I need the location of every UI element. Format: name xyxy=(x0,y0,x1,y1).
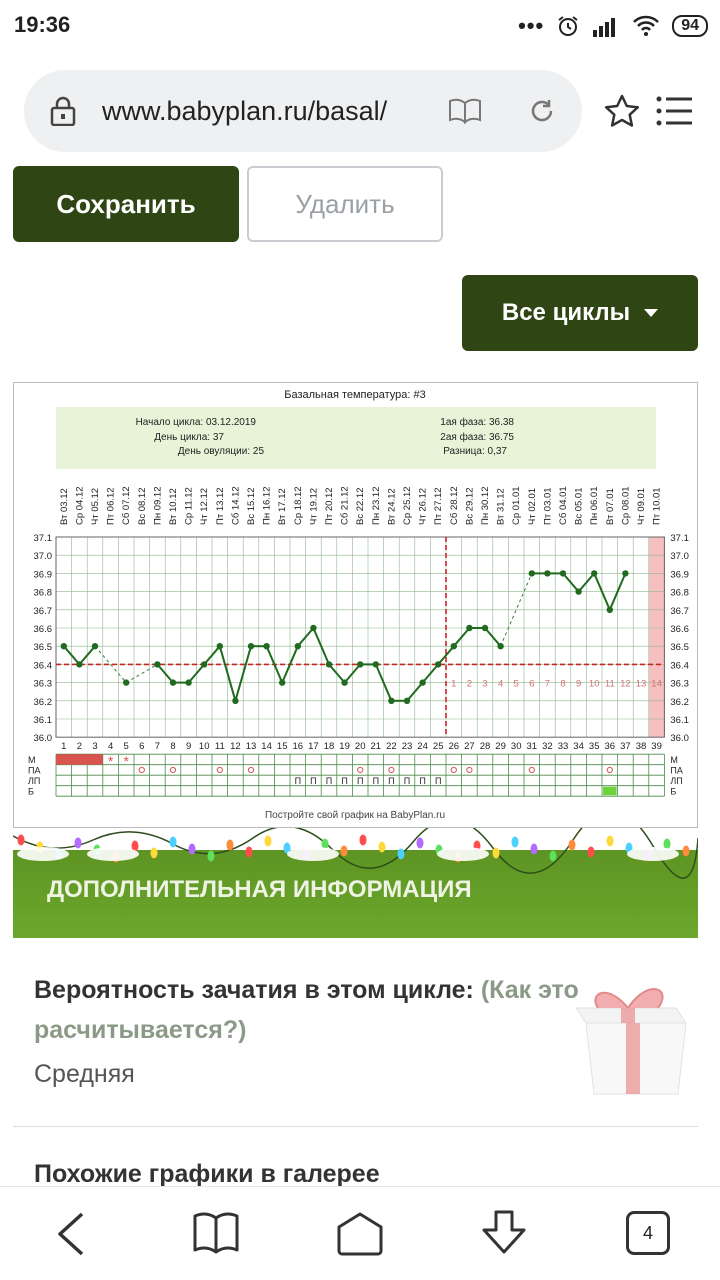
day-number: 24 xyxy=(417,741,428,753)
light-bulb xyxy=(493,848,500,859)
date-label: Пт 13.12 xyxy=(214,487,226,525)
date-label: Вс 15.12 xyxy=(246,487,257,525)
menses-cell xyxy=(72,754,88,765)
temp-point xyxy=(482,625,488,631)
all-cycles-dropdown[interactable] xyxy=(462,275,698,351)
row-label-right: М xyxy=(670,755,678,766)
phase2-text: 2ая фаза: 36.75 xyxy=(440,432,514,443)
similar-charts-heading[interactable]: Похожие графики в галерее xyxy=(34,1160,380,1186)
date-label: Ср 04.12 xyxy=(74,486,86,525)
day-number: 17 xyxy=(308,741,319,753)
day-number: 38 xyxy=(635,741,647,753)
date-label: Вт 07.01 xyxy=(604,488,616,525)
lp-mark: П xyxy=(372,776,380,787)
temp-point xyxy=(76,661,82,667)
snow-cap xyxy=(287,847,339,861)
back-icon[interactable] xyxy=(54,1211,88,1257)
probability-value: Средняя xyxy=(34,1060,135,1088)
date-label: Вс 08.12 xyxy=(136,487,148,525)
light-bulb xyxy=(18,835,25,846)
cycle-day-text: День цикла: 37 xyxy=(154,432,224,443)
temp-point xyxy=(357,661,363,667)
day-number: 33 xyxy=(557,741,569,753)
temp-point xyxy=(123,679,129,685)
day-number: 1 xyxy=(61,741,67,753)
y-tick-left: 36.2 xyxy=(33,696,52,708)
day-number: 26 xyxy=(448,741,460,753)
address-bar[interactable] xyxy=(24,70,582,152)
luteal-day-label: 7 xyxy=(544,678,551,690)
luteal-day-label: 3 xyxy=(482,678,488,690)
day-number: 21 xyxy=(370,741,382,753)
temp-point xyxy=(560,570,566,576)
day-number: 2 xyxy=(76,741,83,753)
banner-title: ДОПОЛНИТЕЛЬНАЯ ИНФОРМАЦИЯ xyxy=(47,876,472,903)
conception-probability xyxy=(34,970,624,1050)
lp-mark: П xyxy=(294,776,302,787)
luteal-day-label: 12 xyxy=(620,678,631,690)
date-label: Пт 27.12 xyxy=(433,487,445,525)
day-number: 12 xyxy=(230,741,241,753)
ovulation-day-text: День овуляции: 25 xyxy=(177,446,264,457)
light-bulb xyxy=(265,836,272,847)
day-number: 4 xyxy=(107,741,114,753)
tabs-button[interactable] xyxy=(626,1211,670,1255)
day-number: 34 xyxy=(573,741,584,753)
day-number: 9 xyxy=(185,741,192,753)
lp-mark: П xyxy=(434,776,442,787)
day-number: 8 xyxy=(170,741,176,753)
luteal-day-label: 2 xyxy=(466,678,473,690)
light-bulb xyxy=(588,847,595,858)
tab-count: 4 xyxy=(642,1222,653,1243)
y-tick-right: 36.5 xyxy=(670,642,689,654)
temp-point xyxy=(435,661,441,667)
save-button[interactable]: Сохранить xyxy=(13,166,239,242)
row-label: ПА xyxy=(28,765,41,776)
temp-point xyxy=(154,661,160,667)
temp-point xyxy=(544,570,550,576)
day-number: 28 xyxy=(479,741,491,753)
light-bulb xyxy=(379,842,386,853)
y-tick-right: 36.8 xyxy=(670,587,689,599)
date-label: Пн 30.12 xyxy=(480,486,491,525)
bookmark-star-icon[interactable] xyxy=(604,94,640,128)
luteal-day-label: 6 xyxy=(529,678,535,690)
pa-mark xyxy=(217,767,222,772)
pa-mark xyxy=(139,767,144,772)
temp-point xyxy=(61,643,67,649)
date-label: Ср 08.01 xyxy=(620,486,632,525)
date-label: Вс 05.01 xyxy=(573,487,585,525)
difference-text: Разница: 0,37 xyxy=(443,446,507,457)
luteal-day-label: 1 xyxy=(451,678,457,690)
light-bulb xyxy=(550,851,557,862)
date-label: Вт 17.12 xyxy=(277,488,289,525)
all-cycles-label: Все циклы xyxy=(501,299,631,326)
day-number: 10 xyxy=(198,741,210,753)
snow-cap xyxy=(627,847,679,861)
light-bulb xyxy=(151,848,158,859)
status-bar xyxy=(0,0,720,56)
luteal-day-label: 14 xyxy=(651,678,662,690)
day-number: 7 xyxy=(154,741,161,753)
caret-down-icon xyxy=(644,309,658,317)
day-number: 6 xyxy=(139,741,145,753)
reader-mode-icon[interactable] xyxy=(448,98,482,124)
bbt-chart-svg xyxy=(14,383,697,827)
light-bulb xyxy=(75,838,82,849)
temp-point xyxy=(295,643,301,649)
date-label: Пн 09.12 xyxy=(152,486,164,525)
chart-title: Базальная температура: #3 xyxy=(284,389,426,401)
day-number: 27 xyxy=(464,741,475,753)
light-bulb xyxy=(360,835,367,846)
day-number: 29 xyxy=(495,741,506,753)
row-label-right: ПА xyxy=(670,765,683,776)
date-label: Ср 18.12 xyxy=(292,486,304,525)
date-label: Ср 01.01 xyxy=(511,486,523,525)
date-label: Сб 28.12 xyxy=(448,486,460,525)
date-label: Ср 11.12 xyxy=(183,487,195,525)
y-tick-right: 37.1 xyxy=(670,533,689,544)
date-label: Чт 26.12 xyxy=(417,487,429,525)
date-label: Вс 22.12 xyxy=(355,487,367,525)
date-label: Вт 03.12 xyxy=(58,488,70,525)
spotting-star: * xyxy=(107,753,114,770)
bookmarks-book-icon[interactable] xyxy=(192,1211,240,1255)
light-bulb xyxy=(189,844,196,855)
luteal-day-label: 4 xyxy=(497,678,504,690)
light-bulb xyxy=(417,838,424,849)
day-number: 11 xyxy=(214,741,225,753)
light-bulb xyxy=(398,849,405,860)
day-number: 18 xyxy=(323,741,335,753)
day-number: 25 xyxy=(432,741,444,753)
day-number: 20 xyxy=(354,741,366,753)
temp-point xyxy=(326,661,332,667)
light-bulb xyxy=(683,846,690,857)
lp-mark: П xyxy=(419,776,426,787)
temp-point xyxy=(217,643,223,649)
y-tick-left: 36.6 xyxy=(33,624,52,635)
y-tick-right: 36.0 xyxy=(670,733,689,745)
temp-point xyxy=(185,679,191,685)
luteal-day-label: 11 xyxy=(604,678,615,690)
menses-cell xyxy=(87,754,103,765)
signal-icon xyxy=(592,15,620,37)
luteal-day-label: 10 xyxy=(588,678,600,690)
plot-frame xyxy=(56,537,664,737)
status-time: 19:36 xyxy=(14,12,71,37)
date-label: Чт 05.12 xyxy=(90,487,101,525)
lp-mark: П xyxy=(310,776,317,787)
probability-label: Вероятность зачатия в этом цикле: xyxy=(34,976,474,1004)
y-tick-left: 37.0 xyxy=(33,551,52,563)
more-dots-icon: ••• xyxy=(518,13,545,38)
y-tick-left: 36.8 xyxy=(33,587,52,599)
light-bulb xyxy=(531,844,538,855)
temp-point xyxy=(529,570,535,576)
pa-mark xyxy=(358,767,363,772)
date-label: Чт 19.12 xyxy=(308,487,320,525)
row-label-right: Б xyxy=(670,786,677,797)
menses-cell xyxy=(56,754,72,765)
date-label: Пн 16.12 xyxy=(261,486,273,525)
additional-info-banner xyxy=(13,828,698,938)
light-bulb xyxy=(512,837,519,848)
date-label: Сб 21.12 xyxy=(339,486,351,525)
bottom-navbar xyxy=(0,1186,720,1280)
wifi-icon xyxy=(632,15,660,37)
y-tick-left: 36.9 xyxy=(33,569,52,581)
luteal-day-label: 5 xyxy=(513,678,519,690)
date-label: Пт 06.12 xyxy=(105,487,117,525)
row-label: М xyxy=(28,755,36,766)
day-number: 37 xyxy=(620,741,631,753)
date-label: Сб 07.12 xyxy=(121,486,133,525)
date-label: Пн 23.12 xyxy=(370,486,382,525)
temp-point xyxy=(607,607,613,613)
date-label: Ср 25.12 xyxy=(402,486,413,525)
temp-point xyxy=(248,643,254,649)
divider xyxy=(13,1126,698,1127)
date-label: Пт 20.12 xyxy=(324,487,335,525)
temp-point xyxy=(575,588,581,594)
battery-indicator: 94 xyxy=(672,15,708,37)
temp-point xyxy=(622,570,628,576)
url-text[interactable]: www.babyplan.ru/basal/ xyxy=(102,96,388,126)
pa-mark xyxy=(529,767,534,772)
menu-icon[interactable] xyxy=(656,96,692,126)
cycle-start-text: Начало цикла: 03.12.2019 xyxy=(135,417,256,428)
lp-mark: П xyxy=(403,776,411,787)
day-number: 35 xyxy=(588,741,600,753)
temp-point xyxy=(451,643,457,649)
y-tick-right: 37.0 xyxy=(670,551,689,563)
temp-point xyxy=(419,679,425,685)
lp-mark: П xyxy=(388,776,395,787)
pa-mark xyxy=(389,767,394,772)
day-number: 30 xyxy=(510,741,522,753)
today-column xyxy=(649,537,665,737)
temp-line-segment xyxy=(126,664,157,682)
day-number: 23 xyxy=(401,741,413,753)
chart-footer: Постройте свой график на BabyPlan.ru xyxy=(264,810,446,821)
y-tick-left: 36.5 xyxy=(33,642,52,654)
temp-point xyxy=(310,625,316,631)
day-number: 16 xyxy=(292,741,304,753)
lock-icon xyxy=(50,96,76,126)
phase1-text: 1ая фаза: 36.38 xyxy=(440,417,514,428)
light-bulb xyxy=(227,840,234,851)
day-number: 22 xyxy=(386,741,397,753)
date-label: Сб 04.01 xyxy=(558,486,569,525)
temp-point xyxy=(92,643,98,649)
lp-mark: П xyxy=(325,776,333,787)
y-tick-right: 36.4 xyxy=(670,660,689,672)
row-label-right: ЛП xyxy=(670,776,683,787)
day-number: 15 xyxy=(276,741,288,753)
light-bulb xyxy=(607,836,614,847)
day-number: 5 xyxy=(123,741,129,753)
date-label: Вс 29.12 xyxy=(464,487,476,525)
pa-mark xyxy=(248,767,253,772)
temp-point xyxy=(201,661,207,667)
y-tick-right: 36.3 xyxy=(670,678,689,690)
day-number: 31 xyxy=(526,741,538,753)
snow-cap xyxy=(87,847,139,861)
y-tick-left: 36.7 xyxy=(33,605,52,617)
b-cell xyxy=(603,787,617,796)
pa-mark xyxy=(607,767,612,772)
y-tick-left: 36.1 xyxy=(33,715,52,726)
y-tick-left: 36.3 xyxy=(33,678,52,690)
y-tick-right: 36.6 xyxy=(670,624,689,635)
date-label: Вт 10.12 xyxy=(168,488,179,525)
luteal-day-label: 9 xyxy=(575,678,582,690)
temp-point xyxy=(263,643,269,649)
y-tick-right: 36.2 xyxy=(670,696,689,708)
lp-mark: П xyxy=(356,776,364,787)
date-label: Вт 24.12 xyxy=(386,488,398,525)
y-tick-left: 36.4 xyxy=(33,660,52,672)
row-label: Б xyxy=(28,786,34,797)
day-number: 36 xyxy=(604,741,616,753)
alarm-icon xyxy=(556,14,580,38)
y-tick-right: 36.9 xyxy=(670,569,689,581)
day-number: 13 xyxy=(245,741,257,753)
row-label: ЛП xyxy=(28,776,41,787)
snow-cap xyxy=(17,847,69,861)
day-number: 39 xyxy=(651,741,662,753)
pa-mark xyxy=(467,767,472,772)
date-label: Чт 12.12 xyxy=(199,487,211,525)
temp-point xyxy=(170,679,176,685)
light-bulb xyxy=(170,837,177,848)
pa-mark xyxy=(451,767,456,772)
temp-point xyxy=(279,679,285,685)
temp-point xyxy=(591,570,597,576)
day-number: 14 xyxy=(261,741,272,753)
temp-point xyxy=(466,625,472,631)
home-icon[interactable] xyxy=(336,1211,384,1257)
lp-mark: П xyxy=(341,776,348,787)
y-tick-left: 37.1 xyxy=(33,533,52,544)
luteal-day-label: 13 xyxy=(635,678,647,690)
download-icon[interactable] xyxy=(478,1209,530,1257)
temp-point xyxy=(388,698,394,704)
temp-point xyxy=(341,679,347,685)
date-label: Сб 14.12 xyxy=(230,486,242,525)
y-tick-right: 36.7 xyxy=(670,605,689,617)
date-label: Пн 06.01 xyxy=(589,486,601,525)
probability-help-link[interactable]: (Как это расчитывается?) xyxy=(34,976,579,1044)
day-number: 19 xyxy=(339,741,350,753)
delete-button[interactable]: Удалить xyxy=(247,166,443,242)
luteal-day-label: 8 xyxy=(560,678,566,690)
date-label: Вт 31.12 xyxy=(495,488,507,525)
light-bulb xyxy=(569,840,576,851)
bbt-chart xyxy=(13,382,698,828)
date-label: Чт 02.01 xyxy=(526,487,538,525)
date-label: Пт 10.01 xyxy=(651,487,663,525)
y-tick-right: 36.1 xyxy=(670,715,689,726)
date-label: Чт 09.01 xyxy=(636,487,647,525)
temp-point xyxy=(404,698,410,704)
day-number: 32 xyxy=(542,741,553,753)
temp-point xyxy=(373,661,379,667)
temp-point xyxy=(497,643,503,649)
light-bulb xyxy=(208,851,215,862)
pa-mark xyxy=(170,767,175,772)
y-tick-left: 36.0 xyxy=(33,733,52,745)
date-label: Пт 03.01 xyxy=(542,487,554,525)
temp-point xyxy=(232,698,238,704)
spotting-star: * xyxy=(123,753,129,770)
light-bulb xyxy=(246,847,253,858)
gift-icon xyxy=(566,968,696,1098)
snow-cap xyxy=(437,847,489,861)
reload-icon[interactable] xyxy=(528,97,556,125)
light-bulb xyxy=(341,846,348,857)
day-number: 3 xyxy=(92,741,98,753)
